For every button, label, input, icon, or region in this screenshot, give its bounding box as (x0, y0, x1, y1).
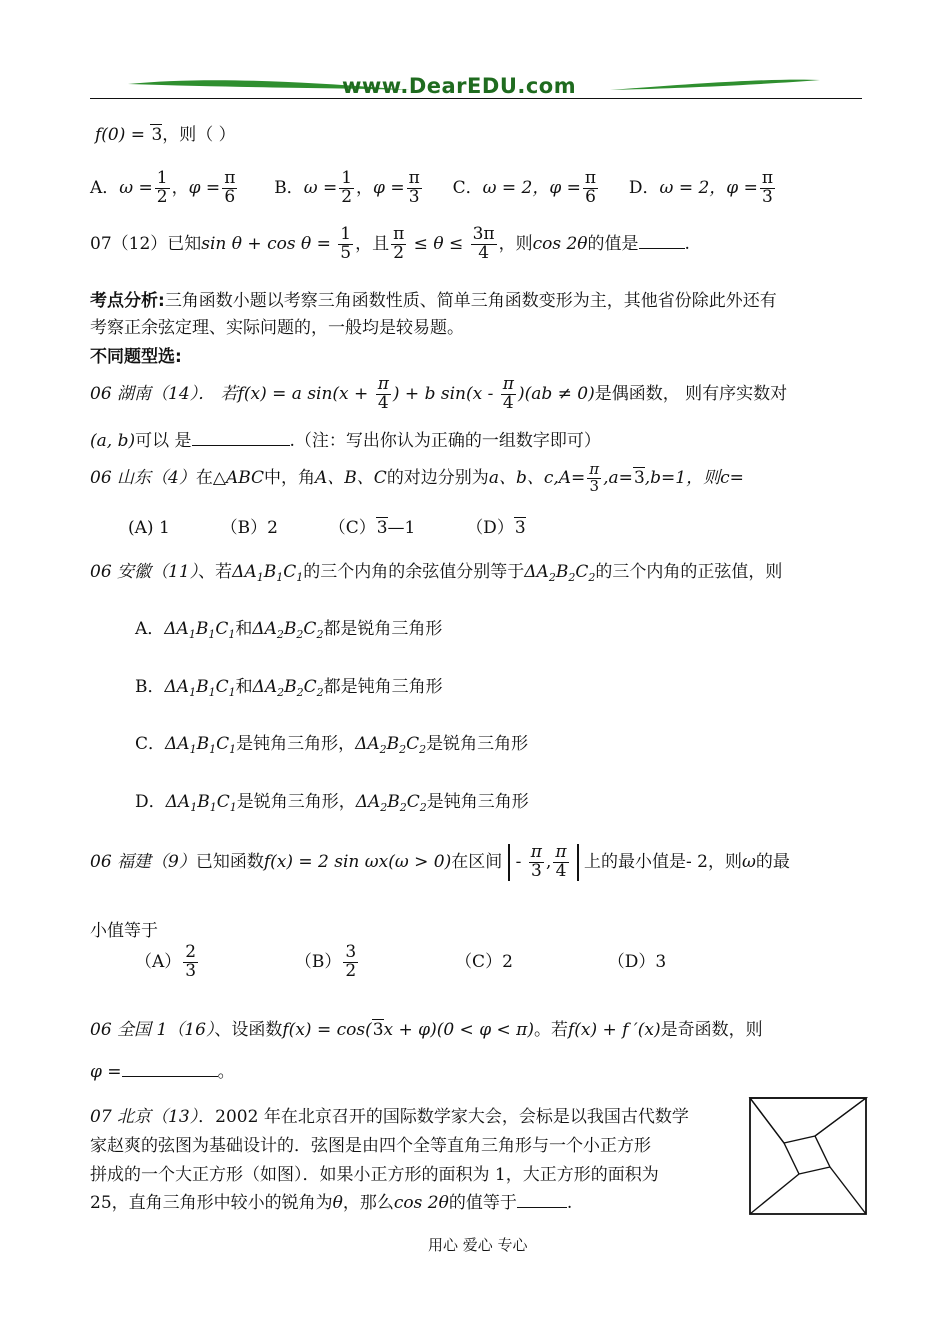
question-beijing-line2: 家赵爽的弦图为基础设计的．弦图是由四个全等直角三角形与一个小正方形 (90, 1136, 651, 1156)
answer-blank (639, 248, 685, 249)
question-beijing-line4: 25，直角三角形中较小的锐角为θ，那么cos 2θ的值等于 . (90, 1193, 573, 1213)
question-shandong: 06 山东（4）在△ABC中，角A、B、C的对边分别为a、b、c,A= $\frac{\pi}{3}$ ,a=3,b=1，则c= (90, 460, 744, 495)
question-beijing-line3: 拼成的一个大正方形（如图）．如果小正方形的面积为 1，大正方形的面积为 (90, 1165, 659, 1185)
question-quanguo: 06 全国 1（16）、设函数f(x) = cos(3x + φ)(0 < φ < π)。若f(x) + f ′(x)是奇函数，则 (90, 1020, 763, 1040)
option-d: （D）3 (466, 518, 526, 538)
prev-expr: f(0) = (95, 125, 151, 145)
footer-text: 用心 爱心 专心 (428, 1236, 528, 1254)
fujian-options (135, 944, 666, 981)
answer-blank (122, 1076, 218, 1077)
question-07-12: 07（12）已知sin θ + cos θ = $\frac{1}{5}$ ，且 $\frac{\pi}{2}$ ≤ θ ≤ $\frac{3\pi}{4}$ ，则cos 2θ的值是 . (90, 224, 690, 263)
anhui-option-a: A．$\Delta A_1B_1C_1$和$\Delta A_2B_2C_2$都是锐角三角形 (135, 619, 443, 641)
option-d: D．ω = 2，φ = $\frac{\pi}{3}$ (628, 168, 774, 207)
question-quanguo-line2: φ = 。 (90, 1062, 235, 1082)
option-c: （C）3—1 (328, 518, 416, 538)
hypotenuse-diagram (748, 1096, 868, 1218)
prev-tail: ，则（ ） (162, 125, 236, 145)
header-rule (90, 98, 862, 99)
anhui-option-c: C．$\Delta A_1B_1C_1$是钝角三角形，$\Delta A_2B_2C_2$是锐角三角形 (135, 734, 529, 756)
option-a: A．ω = $\frac{1}{2}$ ，φ = $\frac{\pi}{6}$ (90, 168, 236, 207)
option-b: （B） $\frac{3}{2}$ (294, 942, 357, 981)
option-a: （A） $\frac{2}{3}$ (135, 942, 197, 981)
fujian-line2: 小值等于 (90, 921, 158, 941)
anhui-option-d: D．$\Delta A_1B_1C_1$是锐角三角形，$\Delta A_2B_2C_2$是钝角三角形 (135, 792, 529, 814)
anhui-option-b: B．$\Delta A_1B_1C_1$和$\Delta A_2B_2C_2$都是钝角三角形 (135, 677, 443, 699)
site-logo-text: www.DearEDU.com (342, 74, 577, 98)
answer-blank (517, 1207, 567, 1208)
question-fujian: 06 福建（9）已知函数f(x) = 2 sin ωx(ω > 0)在区间 - $\frac{\pi}{3}$ , $\frac{\pi}{4}$ 上的最小值是- 2，则ω的最 (90, 842, 790, 881)
sqrt-3: 3 (151, 125, 163, 145)
section-title: 不同题型选: (90, 347, 182, 367)
header-logo (90, 68, 862, 108)
option-a: (A) 1 (128, 518, 170, 538)
analysis-line-2: 考察正余弦定理、实际问题的，一般均是较易题。 (90, 318, 464, 338)
option-d: （D）3 (607, 951, 667, 972)
option-b: （B）2 (220, 518, 278, 538)
question-hunan: 06 湖南（14）． 若f(x) = a sin(x + $\frac{\pi}{4}$ ) + b sin(x - $\frac{\pi}{4}$ )(ab ≠ 0)是偶函数， 则有序实数对 (90, 374, 788, 413)
answer-blank (192, 445, 290, 446)
prev-options (90, 170, 777, 207)
option-c: C．ω = 2，φ = $\frac{\pi}{6}$ (452, 168, 597, 207)
analysis-line-1: 考点分析:三角函数小题以考察三角函数性质、简单三角函数变形为主，其他省份除此外还有 (90, 291, 777, 311)
option-c: （C）2 (455, 951, 513, 972)
prev-question-stem (95, 120, 236, 145)
question-beijing-line1: 07 北京（13）．2002 年在北京召开的国际数学家大会，会标是以我国古代数学 (90, 1107, 689, 1127)
question-hunan-line2: (a, b)可以 是 .（注：写出你认为正确的一组数字即可） (90, 431, 601, 451)
question-anhui: 06 安徽（11）、若$\Delta A_1B_1C_1$的三个内角的余弦值分别等于$\Delta A_2B_2C_2$的三个内角的正弦值，则 (90, 562, 783, 584)
interval-bracket: - $\frac{\pi}{3}$ , $\frac{\pi}{4}$ (508, 844, 579, 881)
analysis-label: 考点分析: (90, 291, 165, 311)
shandong-options (128, 513, 526, 538)
option-b: B．ω = $\frac{1}{2}$ ，φ = $\frac{\pi}{3}$ (274, 168, 420, 207)
